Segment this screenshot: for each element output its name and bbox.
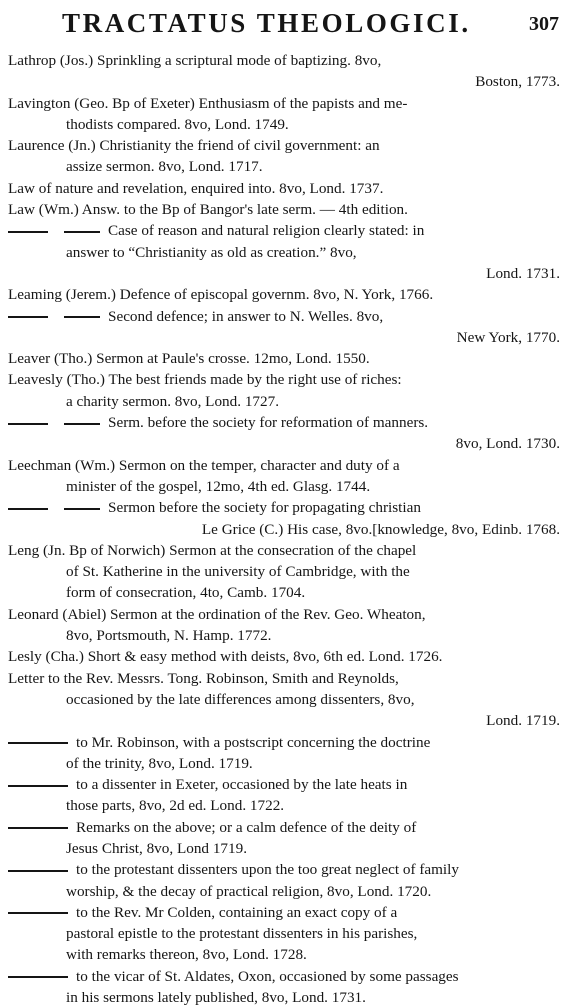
ditto-dash — [8, 423, 48, 425]
entry-continuation: a charity sermon. 8vo, Lond. 1727. — [66, 392, 280, 410]
entry-leechman-sermon — [8, 497, 560, 518]
entry-line: Lesly (Cha.) Short & easy method with deists, 8vo, 6th ed. Lond. 1726. — [8, 648, 443, 666]
entry-list — [8, 50, 560, 1008]
entry-line: Laurence (Jn.) Christianity the friend of civil government: an — [8, 137, 380, 155]
ditto-dash — [8, 231, 48, 233]
entry-line: Leaming (Jerem.) Defence of episcopal governm. 8vo, N. York, 1766. — [8, 286, 434, 304]
entry-line: Case of reason and natural religion clearly stated: in — [108, 222, 425, 240]
ditto-dash — [8, 976, 68, 978]
entry-continuation: of the trinity, 8vo, Lond. 1719. — [66, 754, 253, 772]
ditto-dash — [8, 912, 68, 914]
entry-leonard — [8, 604, 560, 647]
entry-continuation: answer to “Christianity as old as creation.” 8vo, — [66, 243, 357, 261]
entry-continuation: in his sermons lately published, 8vo, Lond. 1731. — [66, 989, 366, 1007]
ditto-dash — [64, 508, 100, 510]
entry-letter-exeter — [8, 774, 560, 817]
ditto-dash — [8, 827, 68, 829]
entry-imprint: Lond. 1719. — [486, 712, 560, 730]
entry-leaver — [8, 348, 560, 369]
entry-line: Lavington (Geo. Bp of Exeter) Enthusiasm of the papists and me- — [8, 94, 408, 112]
entry-line: Lathrop (Jos.) Sprinkling a scriptural mode of baptizing. 8vo, — [8, 52, 382, 69]
entry-line: to the Rev. Mr Colden, containing an exact copy of a — [76, 903, 398, 921]
entry-continuation: assize sermon. 8vo, Lond. 1717. — [66, 158, 263, 176]
entry-line: Le Grice (C.) His case, 8vo. — [201, 520, 373, 538]
ditto-dash — [8, 316, 48, 318]
entry-line: Leaver (Tho.) Sermon at Paule's crosse. 12mo, Lond. 1550. — [8, 350, 370, 368]
ditto-dash — [8, 870, 68, 872]
entry-leechman — [8, 455, 560, 498]
entry-line: Law (Wm.) Answ. to the Bp of Bangor's late serm. — 4th edition. — [8, 201, 408, 219]
entry-leavesly — [8, 369, 560, 412]
entry-law-of-nature — [8, 178, 560, 199]
entry-continuation: thodists compared. 8vo, Lond. 1749. — [66, 115, 289, 133]
entry-letter-robinson — [8, 732, 560, 775]
entry-continuation: occasioned by the late differences among dissenters, 8vo, — [66, 690, 415, 708]
entry-line: Sermon before the society for propagating christian — [108, 499, 421, 517]
entry-continuation: of St. Katherine in the university of Cambridge, with the — [66, 563, 410, 581]
entry-continuation: form of consecration, 4to, Camb. 1704. — [66, 584, 306, 602]
entry-line: Leng (Jn. Bp of Norwich) Sermon at the consecration of the chapel — [8, 541, 417, 559]
entry-law-wm — [8, 199, 560, 220]
ditto-dash — [8, 785, 68, 787]
entry-letter-tong — [8, 668, 560, 732]
entry-line: Second defence; in answer to N. Welles. 8vo, — [108, 307, 384, 325]
entry-line: Serm. before the society for reformation of manners. — [108, 414, 429, 432]
running-header — [0, 8, 587, 48]
entry-remarks — [8, 817, 560, 860]
ditto-dash — [64, 423, 100, 425]
entry-imprint: Lond. 1731. — [486, 264, 560, 282]
entry-imprint: [knowledge, 8vo, Edinb. 1768. — [372, 520, 560, 538]
entry-leaming-second — [8, 306, 560, 349]
entry-line: to a dissenter in Exeter, occasioned by the late heats in — [76, 776, 408, 794]
ditto-dash — [64, 316, 100, 318]
entry-letter-protestant — [8, 859, 560, 902]
entry-imprint: New York, 1770. — [456, 328, 560, 346]
entry-leavesly-serm — [8, 412, 560, 455]
entry-lesly — [8, 646, 560, 667]
entry-continuation: worship, & the decay of practical religion, 8vo, Lond. 1720. — [66, 882, 432, 900]
entry-leng — [8, 540, 560, 604]
entry-leaming — [8, 284, 560, 305]
entry-continuation: minister of the gospel, 12mo, 4th ed. Glasg. 1744. — [66, 477, 371, 495]
entry-letter-colden — [8, 902, 560, 966]
ditto-dash — [8, 508, 48, 510]
entry-line: Leonard (Abiel) Sermon at the ordination of the Rev. Geo. Wheaton, — [8, 605, 426, 623]
page-title: TRACTATUS THEOLOGICI. — [62, 8, 471, 38]
entry-continuation: with remarks thereon, 8vo, Lond. 1728. — [66, 946, 307, 964]
entry-imprint: 8vo, Lond. 1730. — [455, 435, 560, 453]
entry-letter-aldates — [8, 966, 560, 1008]
ditto-dash — [8, 742, 68, 744]
entry-line: Leechman (Wm.) Sermon on the temper, character and duty of a — [8, 456, 400, 474]
entry-le-grice — [8, 519, 560, 540]
entry-law-case-of-reason — [8, 220, 560, 284]
entry-line: Leavesly (Tho.) The best friends made by the right use of riches: — [8, 371, 402, 389]
entry-laurence — [8, 135, 560, 178]
entry-continuation: those parts, 8vo, 2d ed. Lond. 1722. — [66, 797, 285, 815]
entry-line: Remarks on the above; or a calm defence of the deity of — [76, 818, 417, 836]
entry-lathrop — [8, 50, 560, 93]
entry-line: Law of nature and revelation, enquired into. 8vo, Lond. 1737. — [8, 179, 384, 197]
ditto-dash — [64, 231, 100, 233]
page-number: 307 — [529, 13, 559, 35]
entry-imprint: Boston, 1773. — [475, 73, 560, 91]
entry-continuation: Jesus Christ, 8vo, Lond 1719. — [66, 839, 247, 857]
entry-line: to the protestant dissenters upon the too great neglect of family — [76, 861, 459, 879]
entry-line: to the vicar of St. Aldates, Oxon, occasioned by some passages — [76, 967, 459, 985]
entry-continuation: pastoral epistle to the protestant dissenters in his parishes, — [66, 925, 418, 943]
entry-continuation: 8vo, Portsmouth, N. Hamp. 1772. — [66, 627, 272, 645]
entry-lavington — [8, 93, 560, 136]
entry-line: to Mr. Robinson, with a postscript concerning the doctrine — [76, 733, 431, 751]
entry-line: Letter to the Rev. Messrs. Tong. Robinson, Smith and Reynolds, — [8, 669, 399, 687]
